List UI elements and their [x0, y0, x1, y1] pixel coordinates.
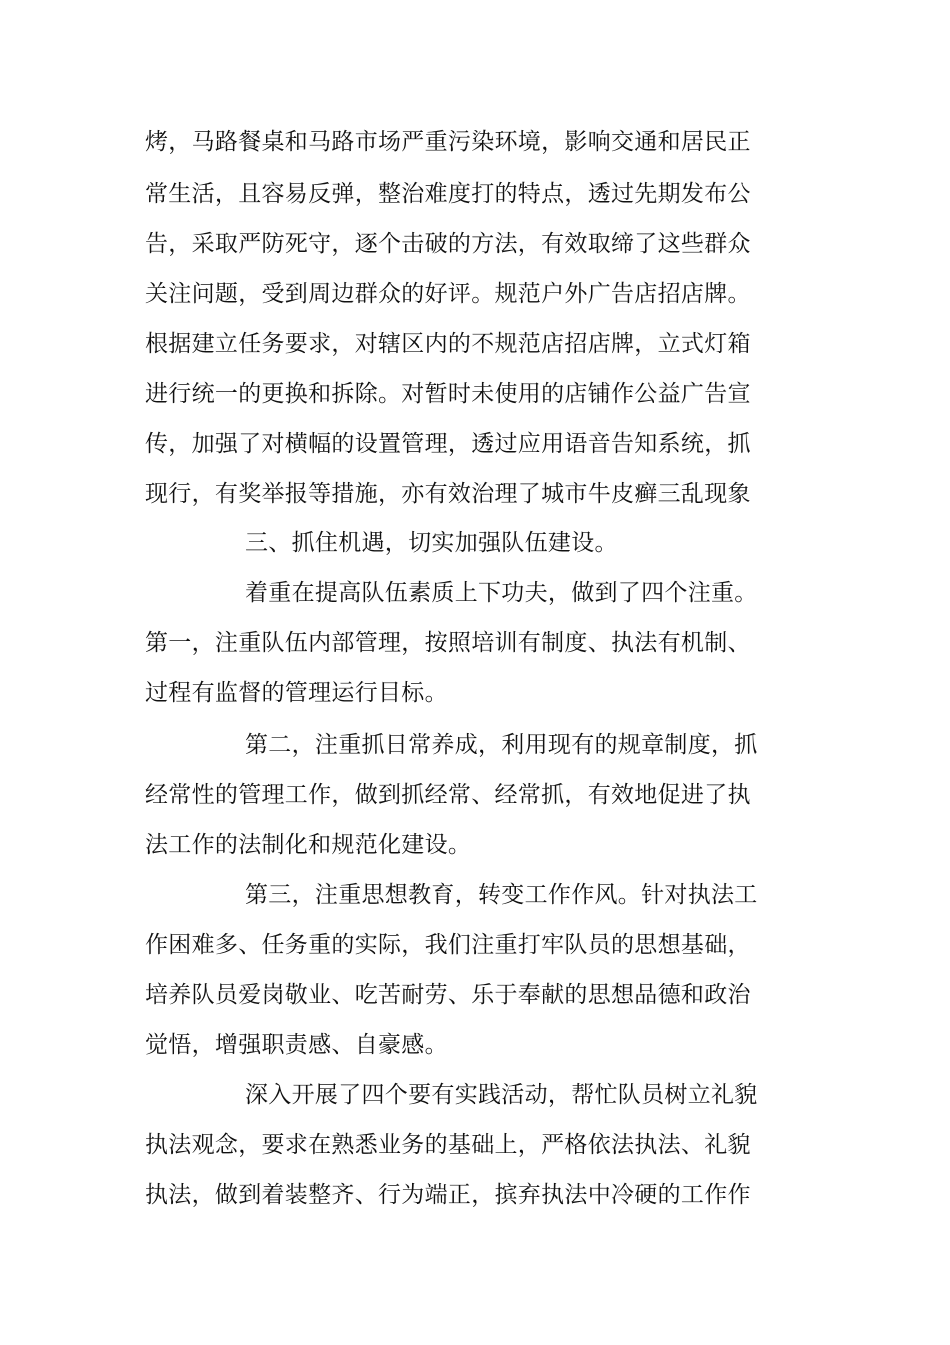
- text-line: 着重在提高队伍素质上下功夫，做到了四个注重。: [245, 580, 758, 606]
- text-line: 执法，做到着装整齐、行为端正，摈弃执法中冷硬的工作作: [145, 1182, 751, 1208]
- text-line: 关注问题，受到周边群众的好评。规范户外广告店招店牌。: [145, 281, 751, 307]
- text-line: 第三，注重思想教育，转变工作作风。针对执法工: [245, 882, 758, 908]
- text-line: 作困难多、任务重的实际，我们注重打牢队员的思想基础，: [145, 932, 751, 958]
- section-heading: 三、抓住机遇，切实加强队伍建设。: [245, 530, 618, 556]
- text-line: 第一，注重队伍内部管理，按照培训有制度、执法有机制、: [145, 630, 751, 656]
- text-line: 第二，注重抓日常养成，利用现有的规章制度，抓: [245, 732, 758, 758]
- text-line: 培养队员爱岗敬业、吃苦耐劳、乐于奉献的思想品德和政治: [145, 982, 751, 1008]
- text-line: 觉悟，增强职责感、自豪感。: [145, 1032, 448, 1058]
- text-line: 根据建立任务要求，对辖区内的不规范店招店牌，立式灯箱: [145, 331, 751, 357]
- text-line: 过程有监督的管理运行目标。: [145, 680, 448, 706]
- text-line: 现行，有奖举报等措施，亦有效治理了城市牛皮癣三乱现象: [145, 481, 751, 507]
- text-line: 告，采取严防死守，逐个击破的方法，有效取缔了这些群众: [145, 231, 751, 257]
- text-line: 执法观念，要求在熟悉业务的基础上，严格依法执法、礼貌: [145, 1132, 751, 1158]
- text-line: 传，加强了对横幅的设置管理，透过应用语音告知系统，抓: [145, 431, 751, 457]
- text-line: 烤，马路餐桌和马路市场严重污染环境，影响交通和居民正: [145, 129, 751, 155]
- text-line: 进行统一的更换和拆除。对暂时未使用的店铺作公益广告宣: [145, 381, 751, 407]
- text-line: 常生活，且容易反弹，整治难度打的特点，透过先期发布公: [145, 181, 751, 207]
- text-line: 法工作的法制化和规范化建设。: [145, 832, 472, 858]
- text-line: 经常性的管理工作，做到抓经常、经常抓，有效地促进了执: [145, 782, 751, 808]
- text-line: 深入开展了四个要有实践活动，帮忙队员树立礼貌: [245, 1082, 758, 1108]
